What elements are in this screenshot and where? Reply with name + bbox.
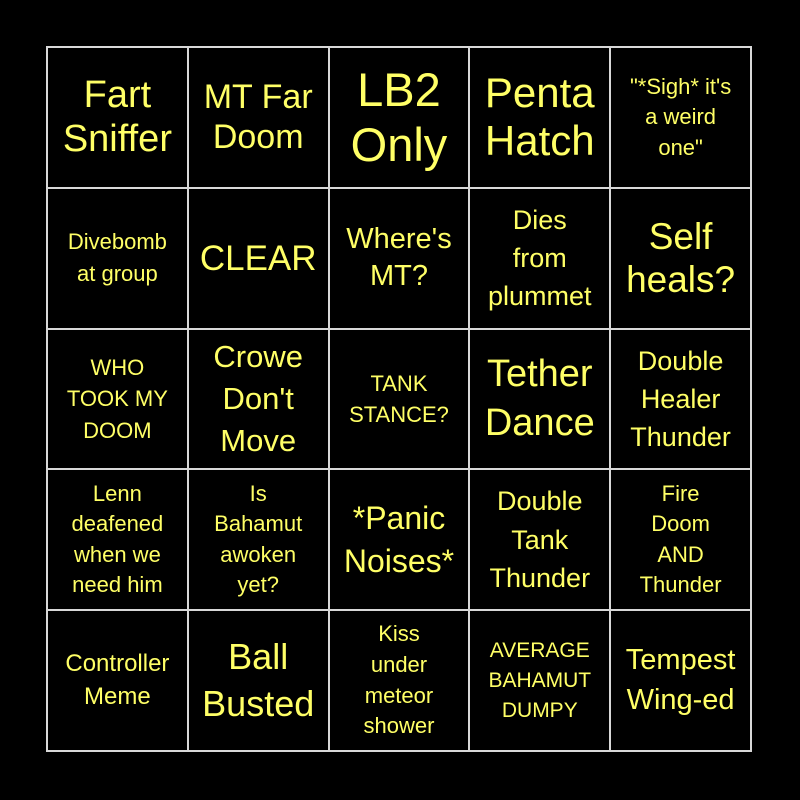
bingo-cell[interactable] (188, 329, 329, 470)
cell-label: Controller Meme (65, 650, 170, 710)
bingo-cell[interactable] (188, 610, 329, 751)
cell-label: AVERAGE BAHAMUT DUMPY (488, 638, 592, 722)
bingo-cell[interactable] (188, 469, 329, 610)
bingo-cell[interactable] (610, 47, 751, 188)
cell-label: Crowe Don't Move (213, 339, 303, 458)
cell-label: CLEAR (199, 238, 317, 278)
bingo-card (46, 46, 752, 752)
cell-label: Self heals? (626, 215, 736, 301)
cell-label: TANK STANCE? (349, 370, 449, 427)
cell-label: Ball Busted (202, 635, 315, 724)
cell-label: Is Bahamut awoken yet? (214, 481, 303, 598)
bingo-cell[interactable] (469, 469, 610, 610)
bingo-cell[interactable] (188, 47, 329, 188)
cell-label: Kiss under meteor shower (363, 621, 435, 739)
cell-label: WHO TOOK MY DOOM (66, 355, 168, 443)
cell-label: Double Tank Thunder (489, 486, 591, 593)
bingo-cell[interactable] (610, 610, 751, 751)
cell-label: Where's MT? (346, 222, 452, 293)
cell-label: Fart Sniffer (62, 73, 172, 161)
bingo-cell[interactable] (329, 329, 470, 470)
bingo-cell[interactable] (188, 188, 329, 329)
bingo-cell[interactable] (469, 610, 610, 751)
cell-label: Lenn deafened when we need him (71, 481, 164, 598)
bingo-cell[interactable] (610, 469, 751, 610)
bingo-cell[interactable] (329, 188, 470, 329)
bingo-cell[interactable] (47, 469, 188, 610)
bingo-cell[interactable] (329, 47, 470, 188)
cell-label: Tether Dance (484, 353, 595, 444)
cell-label: MT Far Doom (203, 78, 313, 157)
bingo-cell[interactable] (47, 610, 188, 751)
bingo-cell[interactable] (610, 188, 751, 329)
cell-label: Fire Doom AND Thunder (639, 481, 722, 598)
cell-label: Dies from plummet (488, 204, 592, 312)
bingo-cell[interactable] (469, 329, 610, 470)
bingo-cell[interactable] (469, 188, 610, 329)
bingo-cell[interactable] (469, 47, 610, 188)
cell-label: Divebomb at group (67, 229, 167, 287)
cell-label: Penta Hatch (484, 69, 595, 165)
bingo-cell[interactable] (47, 47, 188, 188)
bingo-cell[interactable] (329, 610, 470, 751)
cell-label: Double Healer Thunder (630, 345, 731, 453)
bingo-cell[interactable] (610, 329, 751, 470)
cell-label: "*Sigh* it's a weird one" (629, 73, 732, 160)
bingo-cell[interactable] (47, 329, 188, 470)
cell-label: LB2 Only (350, 62, 448, 172)
cell-label: Tempest Wing-ed (625, 644, 736, 716)
cell-label: *Panic Noises* (343, 499, 455, 579)
bingo-cell[interactable] (329, 469, 470, 610)
bingo-cell[interactable] (47, 188, 188, 329)
